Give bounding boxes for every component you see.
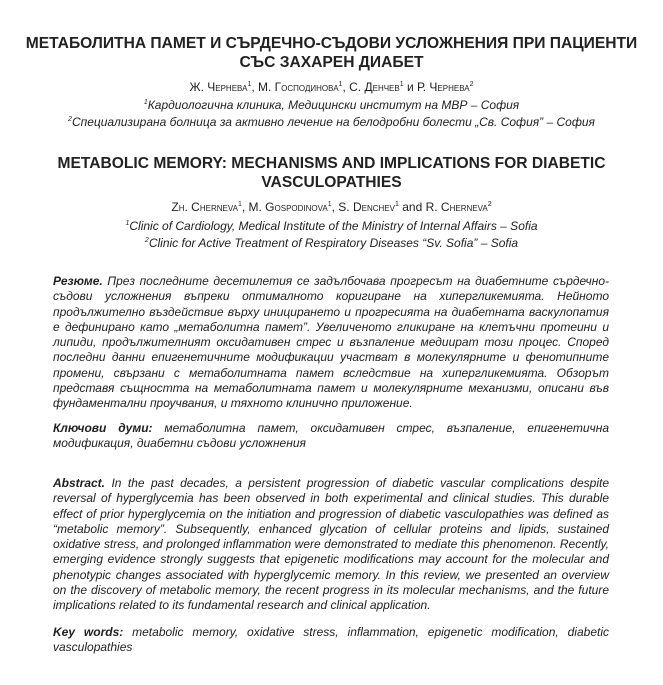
keywords-en-text: metabolic memory, oxidative stress, inflammation, epigenetic modification, diabetic vasculopathies xyxy=(53,625,609,655)
abstract-bg-label: Резюме. xyxy=(53,274,103,288)
author-name: М. Господинова xyxy=(258,80,339,94)
affiliation-en-2 xyxy=(20,236,643,251)
authors-en xyxy=(20,200,643,215)
keywords-en-label: Key words: xyxy=(53,625,124,639)
affiliation-marker: 1 xyxy=(125,220,130,227)
title-bg-line1: МЕТАБОЛИТНА ПАМЕТ И СЪРДЕЧНО-СЪДОВИ УСЛОЖНЕНИЯ ПРИ ПАЦИЕНТИ xyxy=(25,35,638,52)
keywords-bg-text: метаболитна памет, оксидативен стрес, възпаление, епигенетична модификация, диабетни съдови усложнения xyxy=(53,421,609,451)
author-name: Zh. Cherneva xyxy=(171,200,238,214)
authors-bg xyxy=(20,80,643,95)
title-bg-line2: СЪС ЗАХАРЕН ДИАБЕТ xyxy=(239,54,424,71)
affiliation-text: Clinic for Active Treatment of Respiratory Diseases “Sv. Sofia” – Sofia xyxy=(148,236,519,250)
conjunction: and xyxy=(398,200,426,214)
affiliation-marker: 2 xyxy=(144,237,149,244)
author-name: M. Gospodinova xyxy=(248,200,328,214)
conjunction: и xyxy=(403,80,417,94)
title-bg xyxy=(20,34,643,72)
affiliation-bg-1 xyxy=(20,98,643,113)
title-en-line1: METABOLIC MEMORY: MECHANISMS AND IMPLICATIONS FOR DIABETIC xyxy=(57,155,606,172)
affiliation-text: Специализирана болница за активно лечение на белодробни болести „Св. София” – София xyxy=(71,115,595,129)
abstract-bg-text: През последните десетилетия се задълбочава прогресът на диабетните сърдечно-съдови усложнения въпреки оптималното коригиране на хипергликемията. Нейното продължително въздействие върху иницирането и прогресията на диабетната васкулопатия е дефинирано като „метаболитна памет”. Увеличеното гликиране на клетъчни протеини и липиди, продължителният оксидативен стрес и възпаление медиират този процес. Според последни данни епигенетичните модификации участват в молекулярните и фенотипните промени, свързани с метаболитната памет вследствие на хипергликемията. Обзорът представя същността на метаболитната памет и молекулярните механизми, описани във фундаментални проучвания, и тяхното клинично приложение. xyxy=(53,274,609,411)
author-name: Ж. Чернева xyxy=(189,80,248,94)
author-name: С. Денчев xyxy=(349,80,400,94)
affiliation-marker: 1 xyxy=(338,81,343,88)
abstract-en xyxy=(53,476,609,614)
affiliation-marker: 1 xyxy=(237,201,242,208)
title-en xyxy=(20,154,643,192)
author-name: R. Cherneva xyxy=(425,200,488,214)
separator: , xyxy=(331,200,339,214)
keywords-bg xyxy=(53,421,609,452)
affiliation-marker: 1 xyxy=(143,99,148,106)
separator: , xyxy=(342,80,350,94)
affiliation-en-1 xyxy=(20,219,643,234)
affiliation-marker: 2 xyxy=(487,201,492,208)
affiliation-text: Clinic of Cardiology, Medical Institute of the Ministry of Internal Affairs – Sofia xyxy=(129,219,538,233)
title-en-line2: VASCULOPATHIES xyxy=(261,174,402,191)
separator: , xyxy=(241,200,249,214)
affiliation-bg-2 xyxy=(20,115,643,130)
affiliation-marker: 1 xyxy=(247,81,252,88)
affiliation-marker: 1 xyxy=(394,201,399,208)
abstract-en-text: In the past decades, a persistent progression of diabetic vascular complications despite reversal of hyperglycemia has been observed in both experimental and clinical studies. This durable effect of prior hyperglycemia on the initiation and progression of diabetic vasculopathies was defined as “metabolic memory”. Subsequently, enhanced glycation of cellular proteins and lipids, sustained oxidative stress, and prolonged inflammation were demonstrated to mediate this phenomenon. Recently, emerging evidence strongly suggests that epigenetic modifications may account for the molecular and phenotypic changes associated with hyperglycemic memory. In this review, we presented an overview on the discovery of metabolic memory, the recent progress in its molecular mechanisms, and the future implications related to its fundamental research and clinical application. xyxy=(53,476,609,613)
separator: , xyxy=(251,80,259,94)
keywords-bg-label: Ключови думи: xyxy=(53,421,153,435)
abstract-bg xyxy=(53,274,609,412)
affiliation-marker: 1 xyxy=(327,201,332,208)
affiliation-text: Кардиологична клиника, Медицински институт на МВР – София xyxy=(147,98,520,112)
affiliation-marker: 2 xyxy=(469,81,474,88)
author-name: S. Denchev xyxy=(338,200,395,214)
keywords-en xyxy=(53,625,609,656)
abstract-en-label: Abstract. xyxy=(53,476,106,490)
affiliation-marker: 1 xyxy=(399,81,404,88)
affiliation-marker: 2 xyxy=(68,116,72,123)
author-name: Р. Чернева xyxy=(417,80,470,94)
